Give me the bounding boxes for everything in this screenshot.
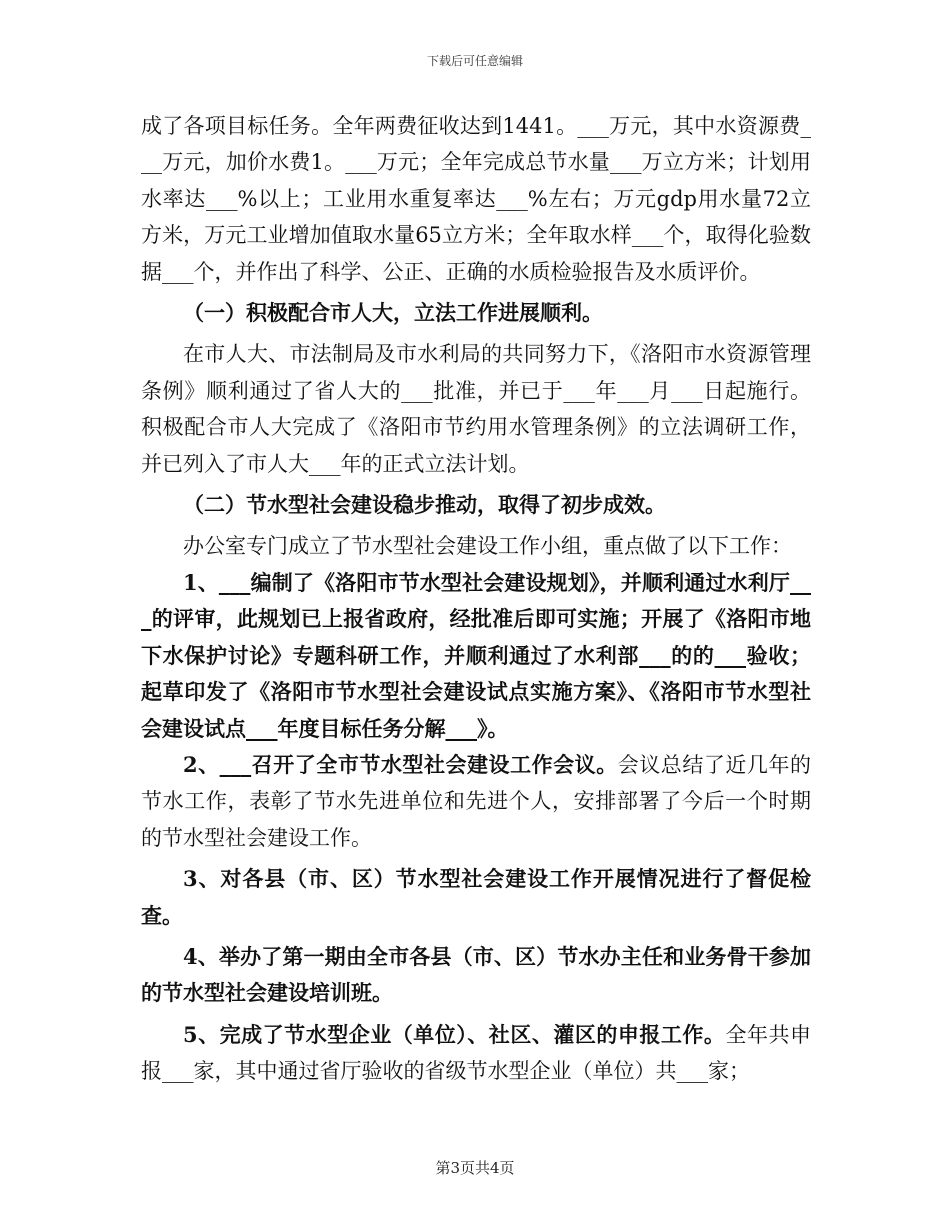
page-header: 下载后可任意编辑: [426, 54, 523, 68]
list-item-5: [141, 1017, 811, 1090]
list-item-3: 3、对各县（市、区）节水型社会建设工作开展情况进行了督促检查。: [141, 866, 811, 928]
list-item-1: 1、___编制了《洛阳市节水型社会建设规划》，并顺利通过水利厅___的评审，此规划已上报省政府，经批准后即可实施；开展了《洛阳市地下水保护讨论》专题科研工作，并顺利通过了水利部___的的___验收；起草印发了《洛阳市节水型社会建设试点实施方案》、《洛阳市节水型社会建设试点___年度目标任务分解___》。: [141, 569, 811, 741]
list-item-2-text: 会议总结了近几年的节水工作，表彰了节水先进单位和先进个人，安排部署了今后一个时期的节水型社会建设工作。: [141, 752, 811, 850]
list-item-5-text: 全年共申报___家，其中通过省厅验收的省级节水型企业（单位）共___家；: [141, 1022, 811, 1084]
list-item-5-lead: 5、完成了节水型企业（单位）、社区、灌区的申报工作。: [183, 1021, 726, 1047]
document-body: [141, 108, 811, 1090]
list-item-4: 4、举办了第一期由全市各县（市、区）节水办主任和业务骨干参加的节水型社会建设培训班。: [141, 943, 811, 1006]
list-item-2-lead: 2、___召开了全市节水型社会建设工作会议。: [183, 751, 618, 777]
section-heading-2: （二）节水型社会建设稳步推动，取得了初步成效。: [183, 492, 666, 518]
paragraph-section-1: 在市人大、市法制局及市水利局的共同努力下，《洛阳市水资源管理条例》顺利通过了省人大的___批准，并已于___年___月___日起施行。积极配合市人大完成了《洛阳市节约用水管理条例》的立法调研工作，并已列入了市人大___年的正式立法计划。: [141, 342, 811, 476]
paragraph-section-2: 办公室专门成立了节水型社会建设工作小组，重点做了以下工作：: [183, 534, 792, 559]
list-item-2: [141, 747, 811, 856]
section-heading-1: （一）积极配合市人大，立法工作进展顺利。: [183, 300, 603, 326]
page-footer: 第3页共4页: [435, 1159, 515, 1177]
paragraph-intro: 成了各项目标任务。全年两费征收达到1441。___万元，其中水资源费___万元，加价水费1。___万元；全年完成总节水量___万立方米；计划用水率达___%以上；工业用水重复率达___%左右；万元gdp用水量72立方米，万元工业增加值取水量65立方米；全年取水样___个，取得化验数据___个，并作出了科学、公正、正确的水质检验报告及水质评价。: [141, 114, 811, 284]
